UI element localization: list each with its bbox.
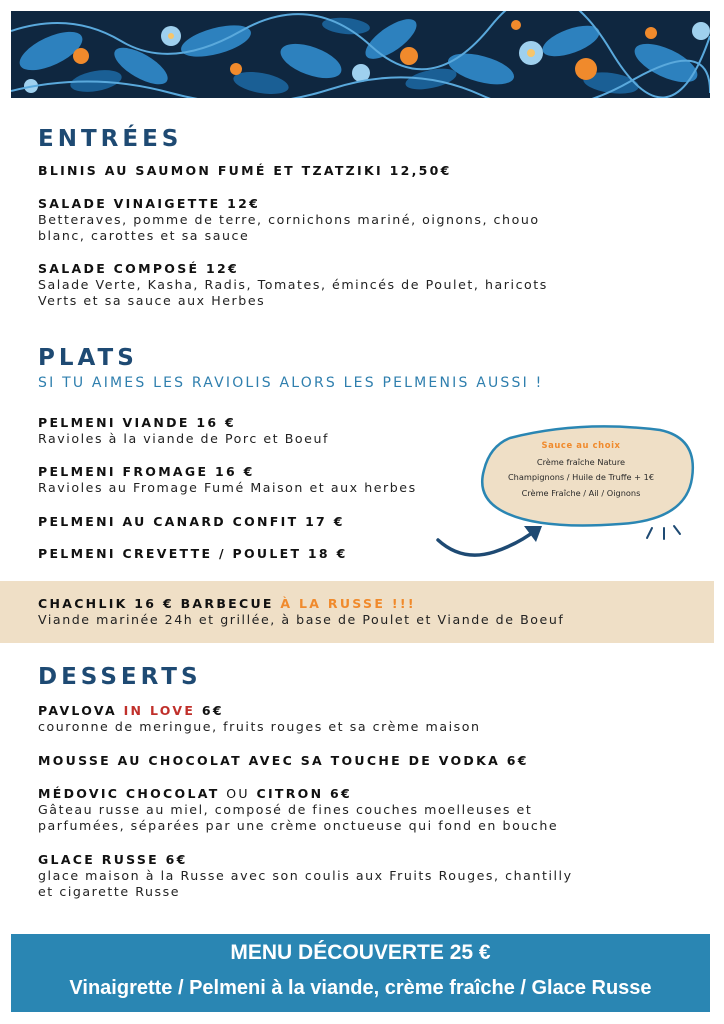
menu-decouverte-title: MENU DÉCOUVERTE 25 € <box>230 941 491 964</box>
pavlova-price: 6€ <box>201 703 224 718</box>
item-chachlik-desc: Viande marinée 24h et grillée, à base de Poulet et Viande de Boeuf <box>38 612 565 627</box>
medovic-name-a: MÉDOVIC CHOCOLAT <box>38 786 220 801</box>
entrees-title: ENTRÉES <box>38 126 183 152</box>
item-salade-compose-desc-line2: Verts et sa sauce aux Herbes <box>38 293 266 308</box>
chachlik-accent: À LA RUSSE !!! <box>280 596 416 611</box>
item-pelmeni-fromage-title: PELMENI FROMAGE 16 € <box>38 464 255 479</box>
item-blinis-title: BLINIS AU SAUMON FUMÉ ET TZATZIKI 12,50€ <box>38 163 452 178</box>
item-salade-compose-desc-line1: Salade Verte, Kasha, Radis, Tomates, émincés de Poulet, haricots <box>38 277 548 292</box>
item-pavlova-desc: couronne de meringue, fruits rouges et sa crème maison <box>38 719 481 734</box>
desserts-title: DESSERTS <box>38 664 202 690</box>
sauce-title: Sauce au choix <box>541 440 621 450</box>
pavlova-accent: IN LOVE <box>123 703 196 718</box>
item-salade-vinaigette-desc-line2: blanc, carottes et sa sauce <box>38 228 250 243</box>
item-pelmeni-fromage-desc: Ravioles au Fromage Fumé Maison et aux herbes <box>38 480 417 495</box>
item-glace-desc-line1: glace maison à la Russe avec son coulis aux Fruits Rouges, chantilly <box>38 868 573 883</box>
item-medovic-desc-line2: parfumées, séparées par une crème onctueuse qui fond en bouche <box>38 818 559 833</box>
medovic-ou: OU <box>226 786 250 801</box>
sauce-option-3: Crème Fraîche / Ail / Oignons <box>521 488 641 498</box>
item-medovic-desc-line1: Gâteau russe au miel, composé de fines couches moelleuses et <box>38 802 533 817</box>
menu-decouverte-contents: Vinaigrette / Pelmeni à la viande, crème fraîche / Glace Russe <box>69 977 652 999</box>
sauce-option-2: Champignons / Huile de Truffe + 1€ <box>507 472 655 482</box>
item-salade-vinaigette-title: SALADE VINAIGETTE 12€ <box>38 196 261 211</box>
item-pelmeni-viande-title: PELMENI VIANDE 16 € <box>38 415 236 430</box>
item-pelmeni-canard-title: PELMENI AU CANARD CONFIT 17 € <box>38 514 345 529</box>
item-medovic-title <box>38 786 352 801</box>
item-pelmeni-viande-desc: Ravioles à la viande de Porc et Boeuf <box>38 431 329 446</box>
item-pavlova-title <box>38 703 224 718</box>
item-pelmeni-crevette-title: PELMENI CREVETTE / POULET 18 € <box>38 546 348 561</box>
pavlova-name: PAVLOVA <box>38 703 117 718</box>
item-mousse-title: MOUSSE AU CHOCOLAT AVEC SA TOUCHE DE VODKA 6€ <box>38 753 529 768</box>
sauce-option-1: Crème fraîche Nature <box>536 457 626 467</box>
floral-banner <box>11 11 710 98</box>
sparkle-icon <box>647 526 680 539</box>
item-chachlik-title <box>38 596 416 611</box>
chachlik-name: CHACHLIK 16 € BARBECUE <box>38 596 274 611</box>
plats-title: PLATS <box>38 345 138 371</box>
medovic-name-b: CITRON 6€ <box>256 786 352 801</box>
item-salade-vinaigette-desc-line1: Betteraves, pomme de terre, cornichons mariné, oignons, chouo <box>38 212 540 227</box>
floral-pattern-icon <box>11 11 710 98</box>
item-glace-desc-line2: et cigarette Russe <box>38 884 181 899</box>
item-salade-compose-title: SALADE COMPOSÉ 12€ <box>38 261 239 276</box>
curved-arrow-icon <box>432 520 547 562</box>
plats-subtitle: SI TU AIMES LES RAVIOLIS ALORS LES PELMENIS AUSSI ! <box>38 375 544 391</box>
item-glace-title: GLACE RUSSE 6€ <box>38 852 188 867</box>
